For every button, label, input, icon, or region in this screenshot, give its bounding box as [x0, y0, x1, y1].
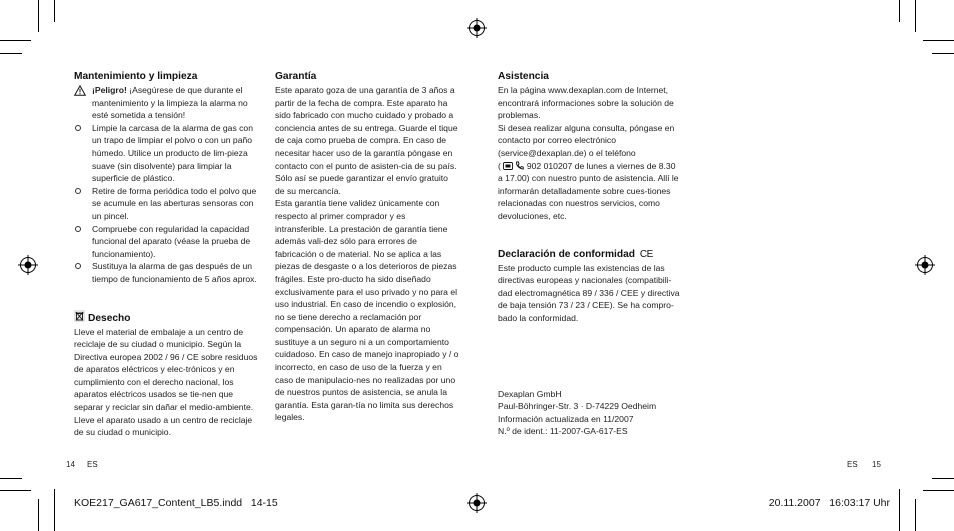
warning-label: ¡Peligro!	[92, 85, 127, 95]
page-number-left: 14	[66, 460, 75, 469]
list-item: Limpie la carcasa de la alarma de gas con un trapo de limpiar el polvo o con un paño húmedo. Utilice un producto de lim-pieza suave (sin disolvente) para limpiar la superficie de plástico.	[74, 122, 260, 185]
list-item: Sustituya la alarma de gas después de un tiempo de funcionamiento de 5 años aprox.	[74, 260, 260, 285]
right-column	[498, 70, 682, 438]
warranty-paragraph: Esta garantía tiene validez únicamente con respecto al primer comprador y es intransferible. La prestación de garantía tiene además vali-dez sólo para errores de fabricación o de material. No se aplica a las piezas de desgaste o a los deterioros de piezas frágiles. Este pro-ducto ha sido diseñado exclusivamente para el uso privado y no para el uso industrial. En caso de incendio o explosión, no se tiene derecho a reclamación por compensación. Un aparato de alarma no sustituye a un seguro ni a un comportamiento cuidadoso. En caso de manejo inapropiado y / o incorrecto, en caso de uso de la fuerza y en caso de manipulacio-nes no realizadas por uno de nuestros puntos de asistencia, se anula la garantía. Esta garan-tía no limita sus derechos legales.	[275, 198, 459, 423]
middle-column	[275, 70, 459, 424]
warranty-paragraph: Este aparato goza de una garantía de 3 años a partir de la fecha de compra. Este aparato ha sido fabricado con mucho cuidado y probado a conciencia antes de su entrega. Guarde el tique de caja como prueba de compra. En caso de necesitar hacer uso de la garantía póngase en contacto con el punto de asisten-cia de su país. Sólo así se puede garantizar el envío gratuito de su mercancía.	[275, 85, 458, 196]
registration-mark-icon	[915, 255, 935, 275]
left-column	[74, 70, 260, 439]
maintenance-heading: Mantenimiento y limpieza	[74, 71, 198, 82]
list-item: Compruebe con regularidad la capacidad funcional del aparato (véase la prueba de funcionamiento).	[74, 223, 260, 261]
bullet-circle-icon	[75, 188, 81, 194]
file-slug: KOE217_GA617_Content_LB5.indd 14-15	[74, 497, 278, 509]
language-label-right: ES	[847, 460, 858, 469]
recycle-bin-icon	[74, 310, 85, 322]
warranty-heading: Garantía	[275, 71, 317, 82]
registration-mark-icon	[467, 18, 487, 38]
ce-mark: CE	[639, 248, 653, 260]
disposal-text: Lleve el material de embalaje a un centro de reciclaje de su ciudad o municipio. Según la Directiva europea 2002 / 96 / CE sobre residuos de aparatos eléctricos y elec-trónicos y en cumplimiento con el derecho nacional, los aparatos eléctricos usados se tie-nen que separar y reciclar sin dañar el medio-ambiente. Lleve el aparato usado a un centro de reciclaje de su ciudad o municipio.	[74, 326, 258, 438]
language-label-left: ES	[87, 460, 98, 469]
disposal-section	[74, 310, 260, 439]
phone-handset-icon	[503, 162, 513, 170]
warranty-section	[275, 70, 459, 424]
assistance-paragraph: Si desea realizar alguna consulta, póngase en contacto por correo electrónico (service@dexaplan.de) o el teléfono ( 902 010207 de lunes a viernes de 8.30 a 17.00) con nuestro punto de asistencia. Allí le informarán detalladamente sobre cues-tiones relacionadas con nuestros servicios, como devoluciones, etc.	[498, 122, 679, 221]
assistance-heading: Asistencia	[498, 71, 549, 82]
maintenance-section	[74, 70, 260, 286]
bullet-circle-icon	[75, 263, 81, 269]
address-block: Dexaplan GmbH Paul-Böhringer-Str. 3 · D-74229 Oedheim Información actualizada en 11/2007 N.º de ident.: 11-2007-GA-617-ES	[498, 388, 657, 437]
bullet-circle-icon	[75, 125, 81, 131]
conformity-heading: Declaración de conformidad CE	[498, 248, 653, 260]
list-item: Retire de forma periódica todo el polvo que se acumule en las aberturas sensoras con un pincel.	[74, 185, 260, 223]
assistance-section	[498, 70, 682, 223]
page-number-right: 15	[872, 460, 881, 469]
conformity-section	[498, 248, 682, 325]
registration-mark-icon	[18, 255, 38, 275]
warning-text: ¡Asegúrese de que durante el mantenimiento y la limpieza la alarma no esté sometida a tensión!	[92, 85, 248, 121]
warning-triangle-icon	[74, 85, 86, 96]
assistance-paragraph: En la página www.dexaplan.com de Internet, encontrará informaciones sobre la solución de problemas.	[498, 85, 674, 121]
warning-note	[74, 84, 260, 122]
bullet-circle-icon	[75, 226, 81, 232]
disposal-heading: Desecho	[74, 310, 260, 326]
conformity-text: Este producto cumple las existencias de las directivas europeas y nacionales (compatibili-dad electromagnética 89 / 336 / CEE y directiva de baja tensión 73 / 23 / CEE). Se ha compro-bado la conformidad.	[498, 262, 680, 323]
phone-icon	[515, 161, 524, 170]
timestamp-slug: 20.11.2007 16:03:17 Uhr	[768, 497, 890, 509]
registration-mark-icon	[467, 493, 487, 513]
